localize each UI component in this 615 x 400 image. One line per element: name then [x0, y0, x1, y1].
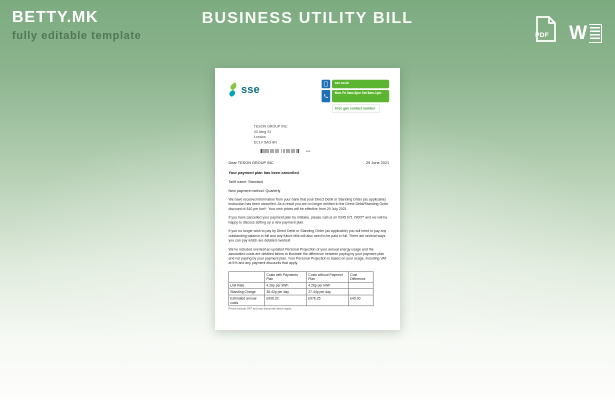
table-header-cell	[229, 272, 265, 283]
table-row	[229, 295, 373, 306]
web-icon	[322, 80, 331, 89]
letter-paragraph: If you have cancelled your payment plan by mistake, please call us on 0345 071 7800** and we will be happy to discuss setting up a new payment plan.	[228, 215, 388, 225]
salutation: Dear TESON GROUP INC	[228, 160, 274, 165]
download-actions	[533, 15, 602, 43]
barcode-note: xxx	[305, 150, 311, 153]
table-header-cell: Costs without Payment Plan	[307, 272, 349, 283]
letter-paragraph: If you no longer wish to pay by Direct Debit or Standing Order (as applicable) you will need to pay any outstanding balance in full and any future bills will also need to be paid in full. There are several ways you can pay which are detailed overleaf.	[228, 228, 387, 243]
opening-hours-pill: Mon-Fri 8am-8pm Sat 8am-1pm	[332, 90, 389, 102]
table-cell: Unit Rate	[229, 282, 265, 288]
pdf-label: PDF	[535, 32, 549, 39]
payment-method-line: New payment method: Quarterly	[228, 188, 281, 193]
letter-paragraph: We've included overleaf an updated Personal Projection of your annual energy usage and the associated costs are detailed below to illustrate the difference between paying by your payment plan and not paying by your payment plan. Your Personal Projection is based on your usage, including VAT at 5% and any payment discounts that apply.	[228, 247, 387, 266]
contact-panel	[322, 80, 390, 113]
table-footnote: Prices include VAT and any discounts which apply.	[228, 307, 292, 311]
sse-swoosh-icon	[229, 82, 240, 96]
website-pill: sse.co.uk	[332, 80, 389, 89]
sse-logo	[229, 82, 260, 96]
address-line: 43 Iving St	[253, 129, 271, 134]
letter-paragraph: We have received information from your bank that your Direct Debit or Standing Order (as applicable) instruction has been cancelled. As a result you are no longer entitled to the Direct Debit/Standing Order discount of £40 per fuel*. Your new prices will be effective from 29 July 2021.	[228, 197, 389, 211]
table-cell: 27.44p per day	[307, 289, 349, 295]
cost-comparison-table	[229, 271, 374, 306]
page-title: BUSINESS UTILITY BILL	[201, 10, 414, 27]
table-cell: 4.26p per kWh	[307, 282, 349, 288]
address-line: TESON GROUP INC	[253, 124, 288, 129]
word-letter: W	[569, 23, 587, 44]
table-cell: Standing Charge	[229, 289, 265, 295]
phone-icon	[322, 90, 331, 102]
word-doc-lines	[589, 24, 602, 43]
document-page	[215, 68, 400, 330]
table-cell: Estimated annual costs	[229, 295, 265, 306]
letter-heading: Your payment plan has been cancelled	[228, 170, 299, 175]
phone-glyph-icon	[323, 94, 328, 99]
table-cell: 4.26p per kWh	[265, 282, 307, 288]
address-line: EC1V 5AG 8N	[253, 140, 277, 145]
table-header-row	[229, 272, 373, 283]
barcode	[260, 149, 300, 153]
table-header-cell: Cost Difference	[349, 272, 374, 283]
sse-logo-text: sse	[241, 83, 260, 96]
table-cell: £906.32	[265, 295, 307, 306]
barcode-row	[260, 149, 389, 153]
document-content	[215, 68, 400, 330]
recipient-address	[254, 124, 389, 146]
tariff-line: Tariff name: Standard	[228, 179, 263, 184]
word-download-icon[interactable]	[569, 24, 602, 43]
address-line: London	[253, 134, 266, 139]
mouse-icon	[324, 81, 328, 87]
table-cell: £40.00	[349, 295, 374, 306]
table-header-cell: Costs with Payments Plan	[265, 272, 307, 283]
pdf-download-icon[interactable]	[533, 15, 559, 43]
site-tagline: fully editable template	[12, 30, 142, 42]
letter-date: 29 June 2021	[365, 160, 390, 165]
table-cell: 36.42p per day	[265, 289, 307, 295]
site-logo[interactable]: BETTY.MK	[12, 9, 99, 26]
free-contact-box: Free gas contact number	[332, 104, 380, 113]
table-cell: £976.25	[307, 295, 349, 306]
